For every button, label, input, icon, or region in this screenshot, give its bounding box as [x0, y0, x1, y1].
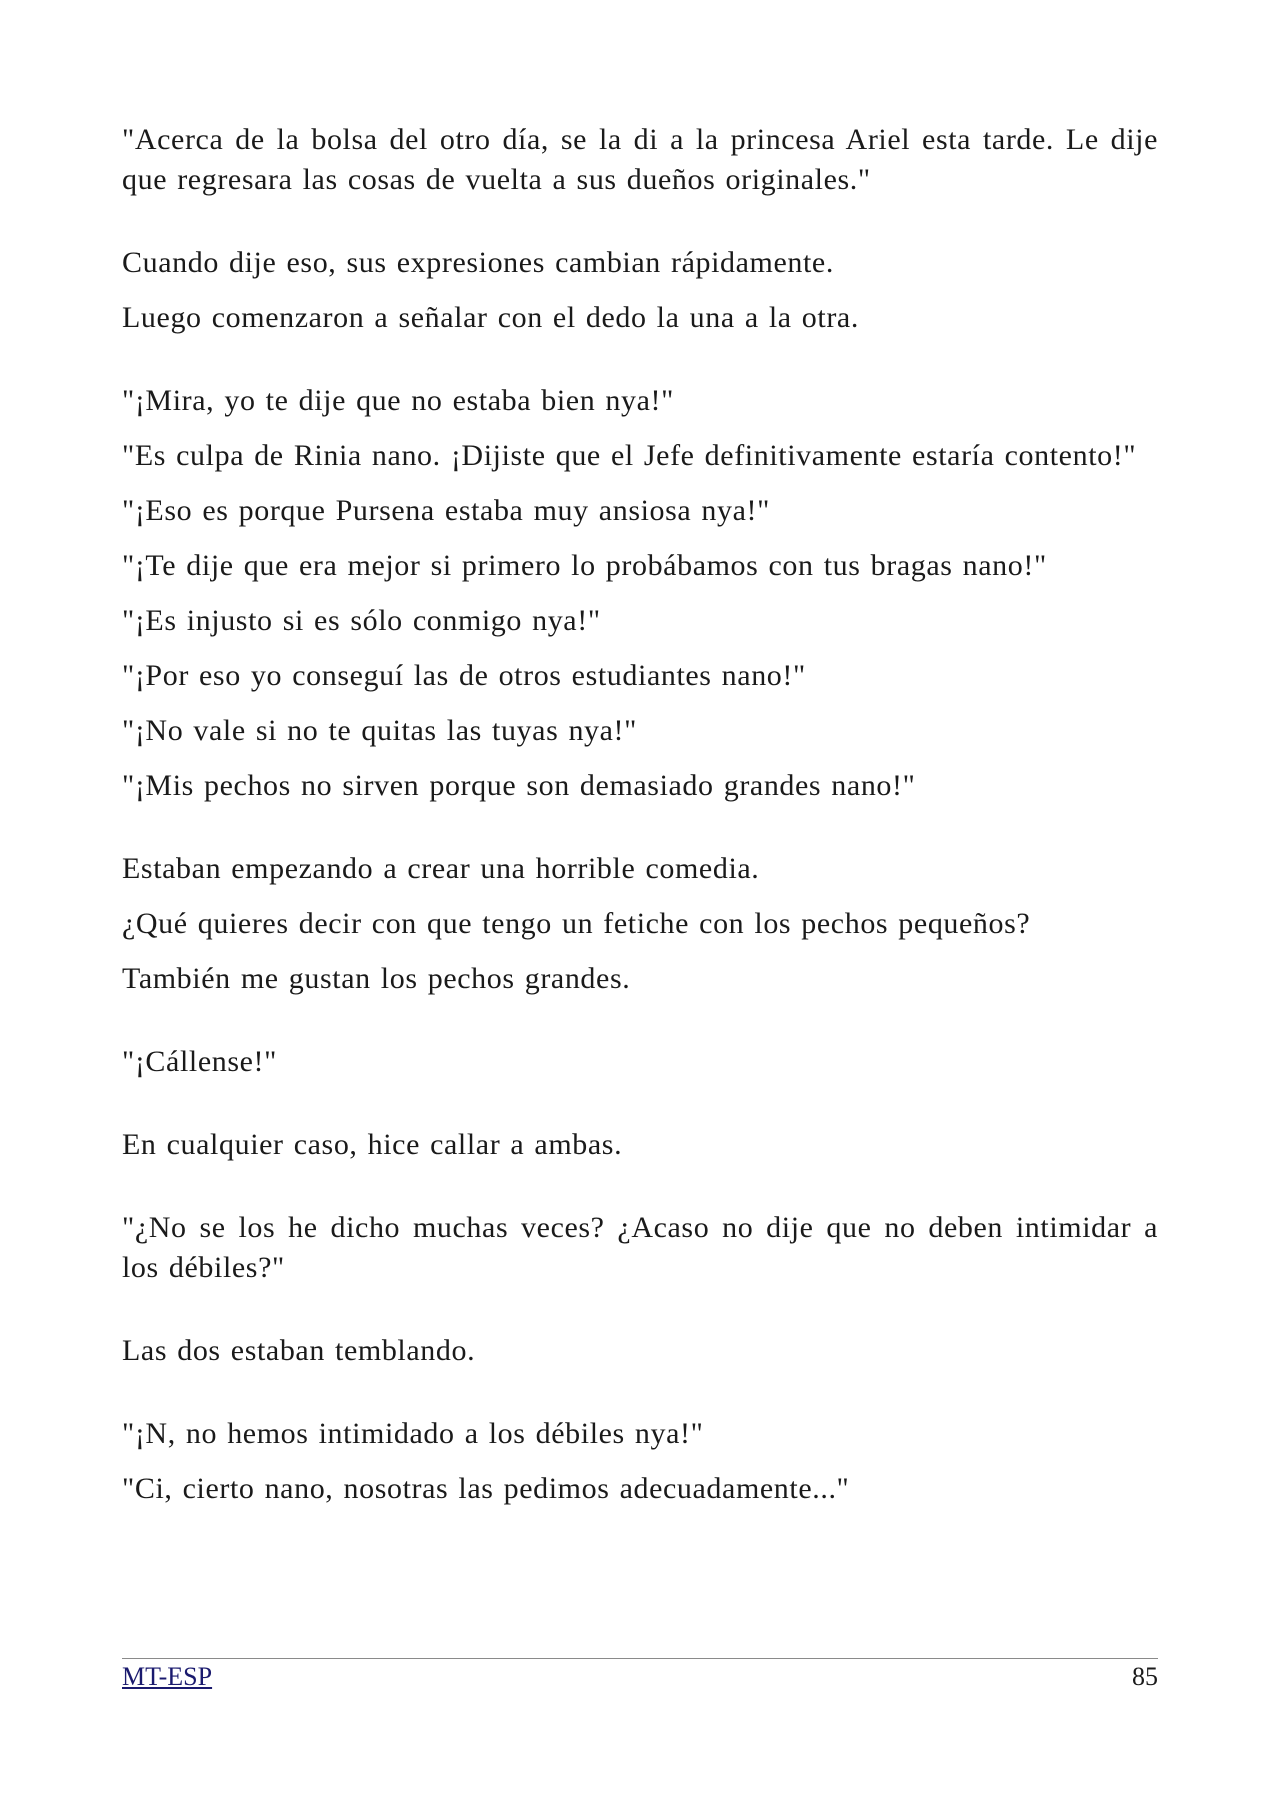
paragraph: "¡Mira, yo te dije que no estaba bien nya!" — [122, 384, 674, 417]
paragraph: "¿No se los he dicho muchas veces? ¿Acaso no dije que no deben intimidar a los débiles?" — [122, 1211, 1158, 1284]
paragraph: "¡Cállense!" — [122, 1045, 277, 1078]
paragraph: "Es culpa de Rinia nano. ¡Dijiste que el Jefe definitivamente estaría contento!" — [122, 439, 1137, 472]
paragraph: "¡Mis pechos no sirven porque son demasiado grandes nano!" — [122, 769, 916, 802]
footer-source-link[interactable]: MT-ESP — [122, 1662, 213, 1691]
paragraph: "Acerca de la bolsa del otro día, se la di a la princesa Ariel esta tarde. Le dije que regresara las cosas de vuelta a sus dueños originales." — [122, 123, 1158, 196]
paragraph: "¡Eso es porque Pursena estaba muy ansiosa nya!" — [122, 494, 770, 527]
paragraph: "¡Por eso yo conseguí las de otros estudiantes nano!" — [122, 659, 806, 692]
paragraph: "¡Te dije que era mejor si primero lo probábamos con tus bragas nano!" — [122, 549, 1047, 582]
paragraph: También me gustan los pechos grandes. — [122, 962, 631, 995]
page-body-text — [122, 120, 1158, 1524]
paragraph: Cuando dije eso, sus expresiones cambian rápidamente. — [122, 246, 834, 279]
paragraph: "¡Es injusto si es sólo conmigo nya!" — [122, 604, 601, 637]
paragraph: En cualquier caso, hice callar a ambas. — [122, 1128, 623, 1161]
paragraph: "Ci, cierto nano, nosotras las pedimos adecuadamente..." — [122, 1472, 850, 1505]
paragraph: "¡N, no hemos intimidado a los débiles nya!" — [122, 1417, 704, 1450]
paragraph: ¿Qué quieres decir con que tengo un fetiche con los pechos pequeños? — [122, 907, 1031, 940]
page-number: 85 — [1132, 1662, 1158, 1691]
paragraph: Estaban empezando a crear una horrible comedia. — [122, 852, 760, 885]
paragraph: Luego comenzaron a señalar con el dedo la una a la otra. — [122, 301, 859, 334]
paragraph: Las dos estaban temblando. — [122, 1334, 476, 1367]
footer-divider — [122, 1658, 1158, 1659]
paragraph: "¡No vale si no te quitas las tuyas nya!" — [122, 714, 637, 747]
